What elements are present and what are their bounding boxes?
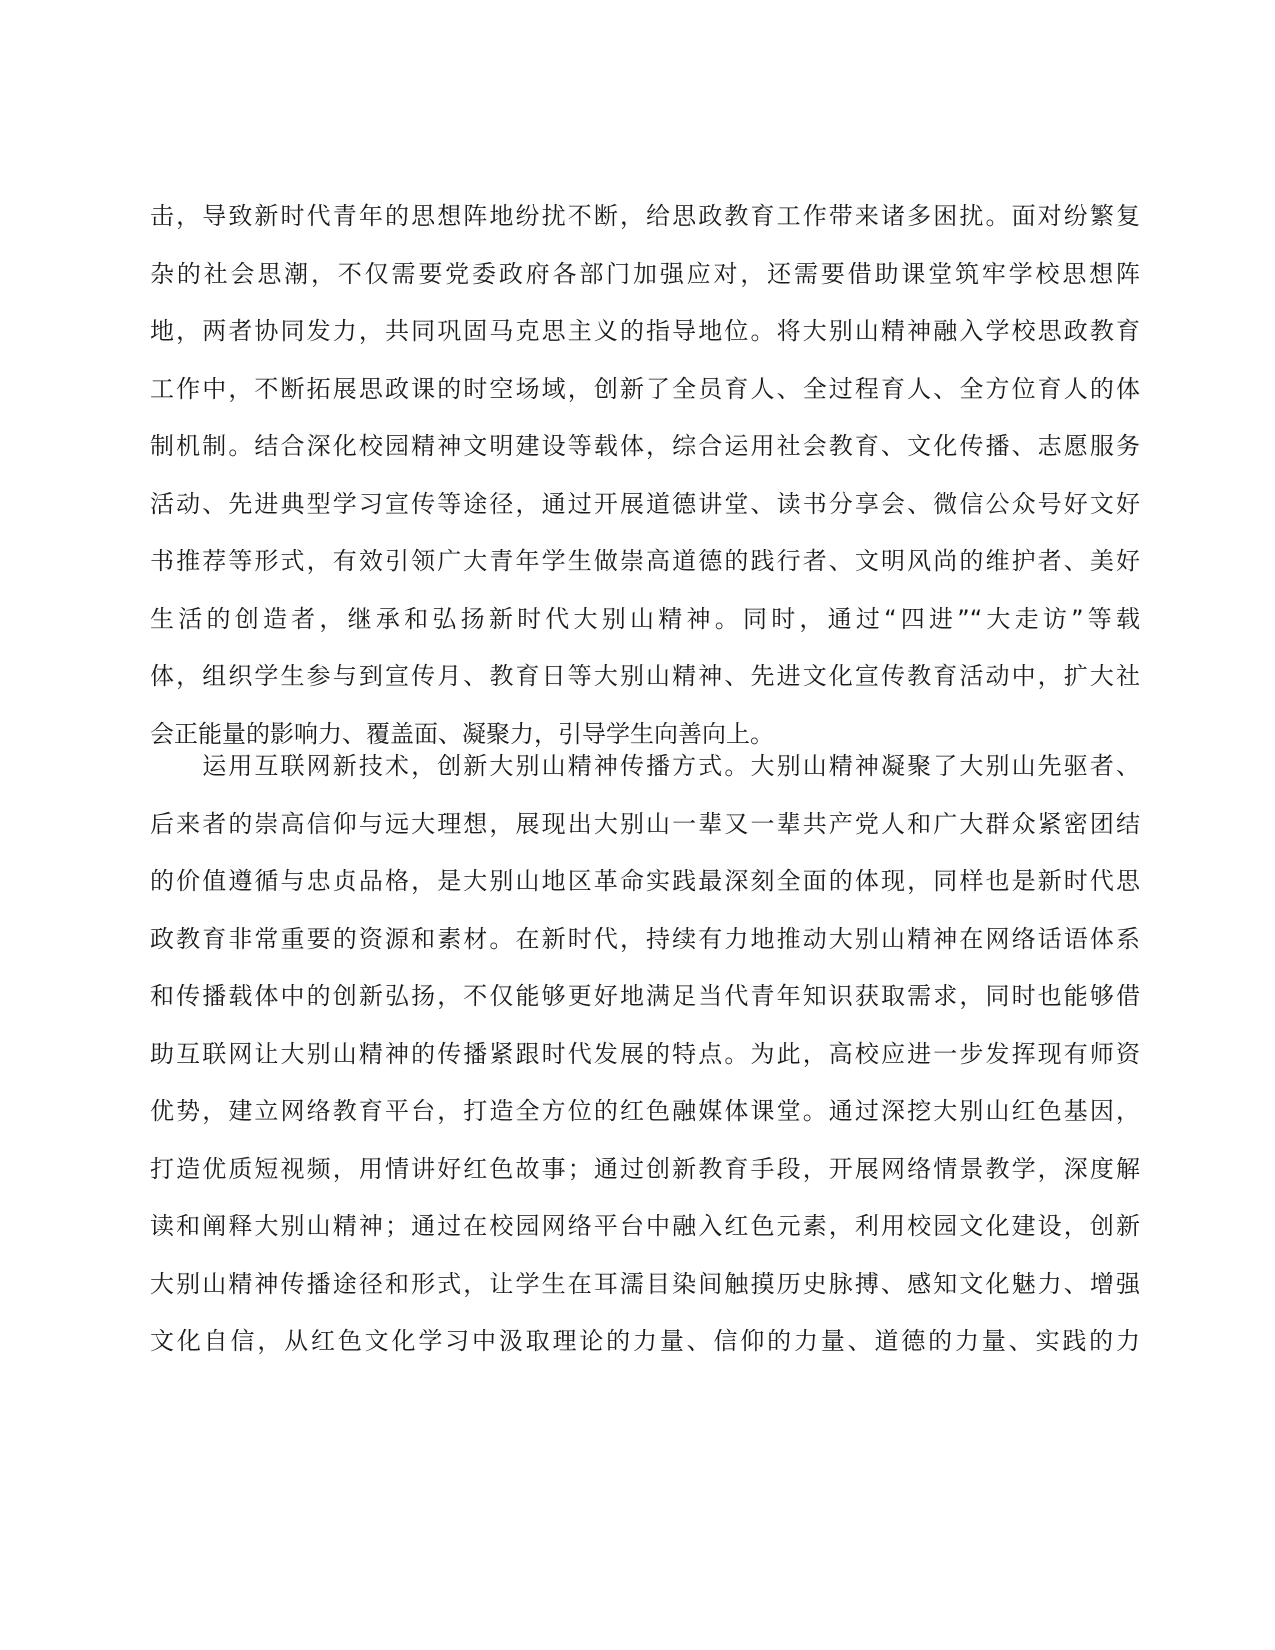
text-line: 制机制。结合深化校园精神文明建设等载体，综合运用社会教育、文化传播、志愿服务 [150, 432, 1140, 460]
text-line: 优势，建立网络教育平台，打造全方位的红色融媒体课堂。通过深挖大别山红色基因， [150, 1097, 1140, 1125]
text-line: 和传播载体中的创新弘扬，不仅能够更好地满足当代青年知识获取需求，同时也能够借 [150, 982, 1140, 1010]
text-line: 工作中，不断拓展思政课的时空场域，创新了全员育人、全过程育人、全方位育人的体 [150, 374, 1140, 403]
text-line: 击，导致新时代青年的思想阵地纷扰不断，给思政教育工作带来诸多困扰。面对纷繁复 [150, 202, 1140, 230]
text-line: 体，组织学生参与到宣传月、教育日等大别山精神、先进文化宣传教育活动中，扩大社 [150, 662, 1140, 690]
text-line: 大别山精神传播途径和形式，让学生在耳濡目染间触摸历史脉搏、感知文化魅力、增强 [150, 1269, 1140, 1298]
text-line: 地，两者协同发力，共同巩固马克思主义的指导地位。将大别山精神融入学校思政教育 [150, 317, 1140, 345]
text-line: 政教育非常重要的资源和素材。在新时代，持续有力地推动大别山精神在网络话语体系 [150, 924, 1140, 953]
text-line: 会正能量的影响力、覆盖面、凝聚力，引导学生向善向上。 [150, 719, 774, 748]
text-line: 活动、先进典型学习宣传等途径，通过开展道德讲堂、读书分享会、微信公众号好文好 [150, 489, 1140, 518]
text-line: 助互联网让大别山精神的传播紧跟时代发展的特点。为此，高校应进一步发挥现有师资 [150, 1039, 1140, 1068]
text-line: 运用互联网新技术，创新大别山精神传播方式。大别山精神凝聚了大别山先驱者、 [150, 752, 1140, 780]
text-line: 打造优质短视频，用情讲好红色故事；通过创新教育手段，开展网络情景教学，深度解 [150, 1154, 1140, 1183]
text-line: 生活的创造者，继承和弘扬新时代大别山精神。同时，通过“四进”“大走访”等载 [150, 604, 1140, 633]
text-line: 书推荐等形式，有效引领广大青年学生做崇高道德的践行者、文明风尚的维护者、美好 [150, 547, 1140, 575]
text-line: 杂的社会思潮，不仅需要党委政府各部门加强应对，还需要借助课堂筑牢学校思想阵 [150, 259, 1140, 288]
paragraph-continuation [150, 188, 1140, 763]
text-line: 的价值遵循与忠贞品格，是大别山地区革命实践最深刻全面的体现，同样也是新时代思 [150, 867, 1140, 895]
text-line: 读和阐释大别山精神；通过在校园网络平台中融入红色元素，利用校园文化建设，创新 [150, 1212, 1140, 1240]
paragraph-internet-dissemination [150, 738, 1140, 1371]
text-line: 后来者的崇高信仰与远大理想，展现出大别山一辈又一辈共产党人和广大群众紧密团结 [150, 809, 1140, 838]
text-line: 文化自信，从红色文化学习中汲取理论的力量、信仰的力量、道德的力量、实践的力 [150, 1327, 1140, 1355]
